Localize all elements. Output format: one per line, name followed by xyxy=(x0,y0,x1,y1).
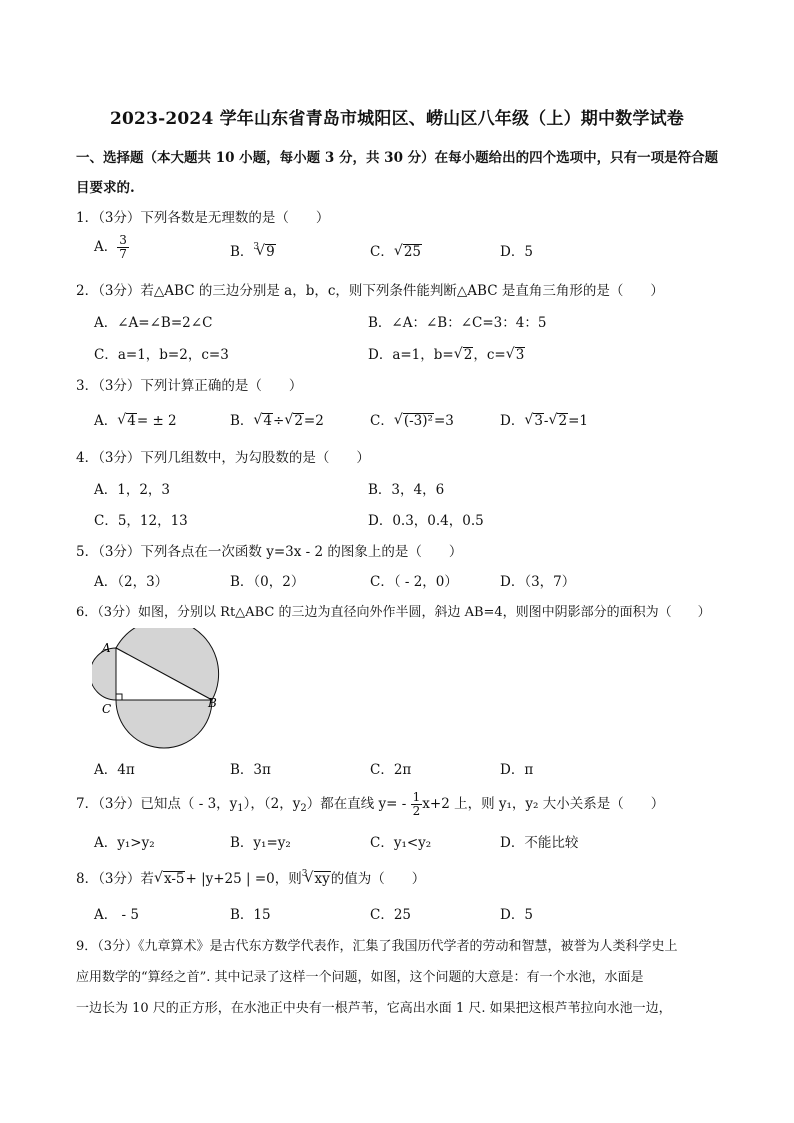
q5-option-a: A．（2，3） xyxy=(94,574,169,590)
q5-stem: 5．（3分）下列各点在一次函数 y=3x - 2 的图象上的是（ ） xyxy=(76,544,463,560)
q3-option-b: B．√ 4÷√ 2=2 xyxy=(230,409,324,429)
q7-option-c: C．y₁<y₂ xyxy=(370,835,432,851)
q6-stem: 6．（3分）如图，分别以 Rt△ABC 的三边为直径向外作半圆，斜边 AB=4，则图中阴影部分的面积为（ ） xyxy=(76,605,711,620)
q2-option-c: C．a=1，b=2，c=3 xyxy=(94,347,229,363)
q7-stem: 7．（3分）已知点（ - 3，$y_1$），（2，$y_2$）都在直线 y= - $\frac{1}{2}$ x+2 上，则 y₁，y₂ 大小关系是（ ） xyxy=(76,790,665,818)
q9-line1: 9．（3分）《九章算术》是古代东方数学代表作，汇集了我国历代学者的劳动和智慧，被誉为人类科学史上 xyxy=(76,939,678,954)
q2-option-b: B．∠A：∠B：∠C=3：4：5 xyxy=(368,315,547,331)
q8-option-a: A． - 5 xyxy=(94,907,139,923)
q5-option-c: C．（ - 2，0） xyxy=(370,574,458,590)
q9-line3: 一边长为 10 尺的正方形，在水池正中央有一根芦苇，它高出水面 1 尺. 如果把这根芦苇拉向水池一边， xyxy=(76,1001,672,1016)
label-b: B xyxy=(208,696,217,710)
q3-stem: 3．（3分）下列计算正确的是（ ） xyxy=(76,378,303,394)
q1-option-a: A． $\frac{3}{7}$ xyxy=(94,233,127,261)
q8-option-c: C．25 xyxy=(370,907,412,923)
semicircle-bc xyxy=(116,700,212,748)
q1-option-d: D．5 xyxy=(500,244,533,260)
q8-option-d: D．5 xyxy=(500,907,533,923)
q9-line2: 应用数学的“算经之首”. 其中记录了这样一个问题，如图，这个问题的大意是：有一个水池，水面是 xyxy=(76,970,644,985)
semicircle-figure xyxy=(92,628,232,753)
q5-option-d: D．（3，7） xyxy=(500,574,576,590)
semicircle-ac xyxy=(92,648,116,700)
page-title: 2023-2024 学年山东省青岛市城阳区、崂山区八年级（上）期中数学试卷 xyxy=(109,109,684,129)
q1-option-c: C．√ 25 xyxy=(370,240,422,260)
q4-option-b: B．3，4，6 xyxy=(368,482,445,498)
q1-stem: 1．（3分）下列各数是无理数的是（ ） xyxy=(76,210,330,226)
q3-option-d: D．√ 3-√ 2=1 xyxy=(500,409,588,429)
section-heading-line1: 一、选择题（本大题共 10 小题，每小题 3 分，共 30 分）在每小题给出的四个选项中，只有一项是符合题 xyxy=(76,150,719,166)
q4-stem: 4．（3分）下列几组数中，为勾股数的是（ ） xyxy=(76,450,370,466)
q2-option-a: A．∠A=∠B=2∠C xyxy=(94,315,213,331)
q3-option-a: A．√ 4= ± 2 xyxy=(94,409,177,429)
q7-option-b: B．y₁=y₂ xyxy=(230,835,291,851)
q6-option-c: C．2π xyxy=(370,762,412,778)
q2-option-d: D．a=1，b=√ 2，c=√ 3 xyxy=(368,343,525,363)
q4-option-c: C．5，12，13 xyxy=(94,513,188,529)
q5-option-b: B．（0，2） xyxy=(230,574,305,590)
q8-stem: 8．（3分）若√ x-5+ |y+25 | =0，则$^3$√ xy的值为（ ） xyxy=(76,867,425,887)
q3-option-c: C．√ (-3)²=3 xyxy=(370,409,454,429)
q2-stem: 2．（3分）若△ABC 的三边分别是 a，b，c，则下列条件能判断△ABC 是直角三角形的是（ ） xyxy=(76,283,664,299)
section-heading-line2: 目要求的. xyxy=(76,180,135,196)
q8-option-b: B．15 xyxy=(230,907,271,923)
q6-option-d: D．π xyxy=(500,762,534,778)
q7-option-d: D．不能比较 xyxy=(500,835,579,851)
q4-option-d: D．0.3，0.4，0.5 xyxy=(368,513,484,529)
q7-option-a: A．y₁>y₂ xyxy=(94,835,155,851)
label-a: A xyxy=(102,641,111,655)
label-c: C xyxy=(102,702,112,716)
q4-option-a: A．1，2，3 xyxy=(94,482,171,498)
fraction: $\frac{1}{2}$ xyxy=(412,790,421,818)
q1-option-b: B．$^3$√ 9 xyxy=(230,240,276,260)
fraction: $\frac{3}{7}$ xyxy=(119,233,127,261)
q6-option-b: B．3π xyxy=(230,762,271,778)
q6-option-a: A．4π xyxy=(94,762,135,778)
